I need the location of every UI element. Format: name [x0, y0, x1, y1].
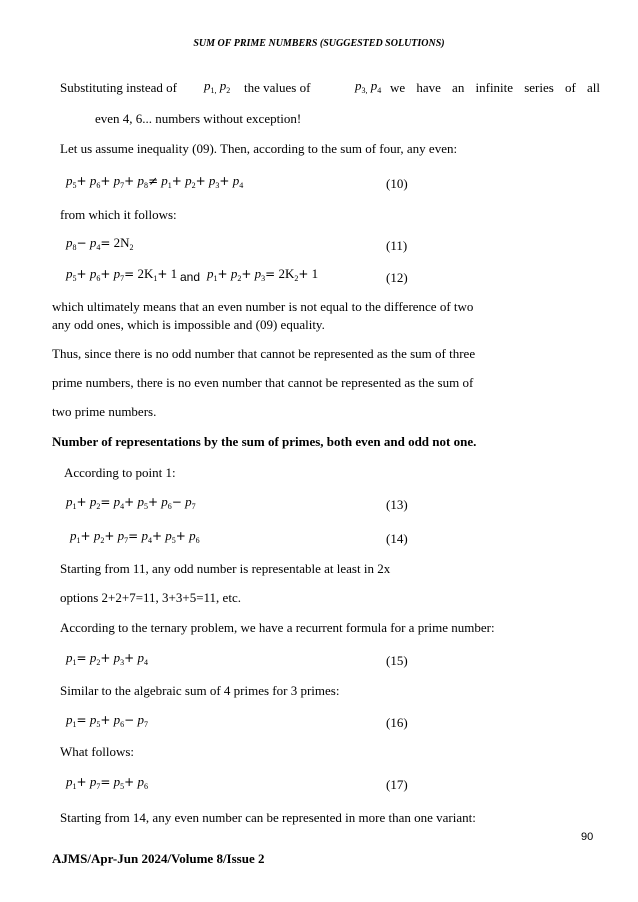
- equation-16: $p_1= p_5+ p_6- p_7$: [66, 712, 148, 729]
- section-heading: Number of representations by the sum of primes, both even and odd not one.: [52, 434, 477, 449]
- equation-12-second: $p_1+ p_2+ p_3= 2K_2+ 1$: [207, 266, 319, 283]
- text-line-infinite-series: we have an infinite series of all: [390, 80, 600, 95]
- equation-12-and: and: [180, 270, 201, 284]
- equation-13: $p_1+ p_2= p_4+ p_5+ p_6- p_7$: [66, 494, 196, 511]
- text-line-what-follows: What follows:: [60, 744, 135, 759]
- text-line-ternary-problem: According to the ternary problem, we have a recurrent formula for a prime number:: [60, 620, 495, 635]
- text-line-even-numbers: even 4, 6... numbers without exception!: [95, 111, 302, 126]
- text-line-it-follows: from which it follows:: [60, 207, 177, 222]
- equation-number-14: (14): [386, 531, 408, 546]
- text-line-two-primes: two prime numbers.: [52, 404, 157, 419]
- equation-10: $p_5+ p_6+ p_7+ p_8\ne p_1+ p_2+ p_3+ p_4$: [66, 173, 244, 190]
- inline-math-p1-p2: $p_{1,}$ $p_2$: [204, 78, 231, 95]
- equation-number-11: (11): [386, 238, 408, 253]
- text-line-prime-numbers: prime numbers, there is no even number that cannot be represented as the sum of: [52, 375, 474, 390]
- equation-number-16: (16): [386, 715, 408, 730]
- equation-number-17: (17): [386, 777, 408, 792]
- inline-math-p3-p4: $p_{3,}$ $p_4$: [355, 78, 382, 95]
- text-line-options: options 2+2+7=11, 3+3+5=11, etc.: [60, 590, 241, 605]
- text-line-starting-from-14: Starting from 14, any even number can be represented in more than one variant:: [60, 810, 476, 825]
- text-line-values-of: the values of: [244, 80, 311, 95]
- text-line-starting-from-11: Starting from 11, any odd number is representable at least in 2x: [60, 561, 391, 576]
- equation-number-13: (13): [386, 497, 408, 512]
- journal-footer: AJMS/Apr-Jun 2024/Volume 8/Issue 2: [52, 851, 265, 866]
- equation-11: $p_8- p_4= 2N_2$: [66, 235, 134, 252]
- equation-14: $p_1+ p_2+ p_7= p_4+ p_5+ p_6$: [70, 528, 200, 545]
- text-line-similar-algebraic: Similar to the algebraic sum of 4 primes for 3 primes:: [60, 683, 340, 698]
- text-line-thus-since: Thus, since there is no odd number that cannot be represented as the sum of three: [52, 346, 476, 361]
- equation-15: $p_1= p_2+ p_3+ p_4$: [66, 650, 148, 667]
- running-header: SUM OF PRIME NUMBERS (SUGGESTED SOLUTIONS): [193, 38, 445, 49]
- text-line-assume-inequality: Let us assume inequality (09). Then, according to the sum of four, any even:: [60, 141, 458, 156]
- equation-12-first: $p_5+ p_6+ p_7= 2K_1+ 1$: [66, 266, 178, 283]
- page-number: 90: [581, 831, 594, 843]
- equation-number-15: (15): [386, 653, 408, 668]
- text-line-ultimately-means: which ultimately means that an even number is not equal to the difference of two: [52, 299, 474, 314]
- equation-number-12: (12): [386, 270, 408, 285]
- text-line-substituting: Substituting instead of: [60, 80, 177, 95]
- text-line-according-point-1: According to point 1:: [64, 465, 176, 480]
- text-line-any-odd-ones: any odd ones, which is impossible and (09) equality.: [52, 317, 325, 332]
- equation-number-10: (10): [386, 176, 408, 191]
- equation-17: $p_1+ p_7= p_5+ p_6$: [66, 774, 148, 791]
